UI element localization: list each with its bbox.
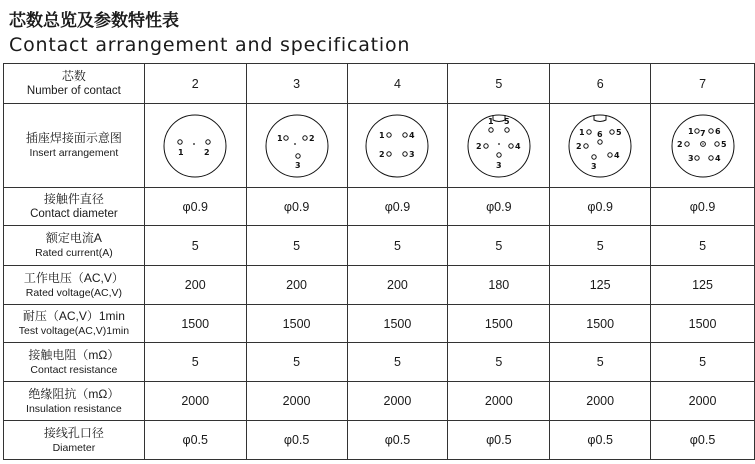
table-row-test-voltage xyxy=(4,305,755,343)
table-cell: φ0.5 xyxy=(246,421,347,460)
table-cell: 7 xyxy=(651,64,755,104)
table-cell: 4 xyxy=(347,64,448,104)
table-cell: 5 xyxy=(448,343,550,382)
specification-table xyxy=(3,63,755,460)
row-label xyxy=(4,382,145,421)
pin-label: 2 xyxy=(576,141,582,151)
insert-diagram-6 xyxy=(567,113,633,179)
insert-diagram-3 xyxy=(264,113,330,179)
table-cell: 2000 xyxy=(651,382,755,421)
row-label-cn: 耐压（AC,V）1min xyxy=(22,309,125,323)
insert-cell xyxy=(550,104,651,188)
row-label-en: Contact resistance xyxy=(30,363,118,376)
table-cell: 5 xyxy=(448,64,550,104)
table-cell: φ0.5 xyxy=(144,421,246,460)
table-cell: 5 xyxy=(550,343,651,382)
insert-cell xyxy=(347,104,448,188)
row-label-en: Contact diameter xyxy=(30,208,118,220)
pin-label: 6 xyxy=(597,129,603,139)
pin-label: 6 xyxy=(714,126,721,136)
pin-label: 3 xyxy=(294,160,301,170)
pin-label: 5 xyxy=(503,116,510,126)
table-cell: φ0.5 xyxy=(651,421,755,460)
table-cell: 125 xyxy=(550,266,651,305)
pin-label: 2 xyxy=(308,133,315,143)
table-cell: 2000 xyxy=(144,382,246,421)
insert-cell xyxy=(651,104,755,188)
table-cell: φ0.5 xyxy=(347,421,448,460)
row-label xyxy=(4,305,145,343)
pin-label: 1 xyxy=(379,130,386,140)
table-cell: 200 xyxy=(246,266,347,305)
row-label-cn: 工作电压（AC,V） xyxy=(23,270,124,285)
pin-label: 1 xyxy=(178,147,184,157)
insert-cell xyxy=(246,104,347,188)
pin-label: 1 xyxy=(487,116,494,126)
table-cell: 1500 xyxy=(347,305,448,343)
pin-label: 3 xyxy=(687,153,694,163)
row-label-en: Insert arrangement xyxy=(29,147,119,159)
table-cell: 2 xyxy=(144,64,246,104)
table-row-insulation-resistance xyxy=(4,382,755,421)
table-cell: 1500 xyxy=(448,305,550,343)
row-label-en: Rated current(A) xyxy=(35,247,113,259)
table-cell: 5 xyxy=(651,343,755,382)
table-cell: 180 xyxy=(448,266,550,305)
table-cell: 125 xyxy=(651,266,755,305)
table-cell: 5 xyxy=(550,226,651,266)
insert-diagram-2 xyxy=(162,113,228,179)
table-cell: 2000 xyxy=(550,382,651,421)
row-label-cn: 接线孔口径 xyxy=(43,425,104,440)
table-cell: 1500 xyxy=(246,305,347,343)
table-cell: 200 xyxy=(347,266,448,305)
row-label-en: Test voltage(AC,V)1min xyxy=(18,325,130,337)
table-cell: φ0.9 xyxy=(347,188,448,226)
table-cell: φ0.5 xyxy=(550,421,651,460)
row-label-cn: 绝缘阻抗（mΩ） xyxy=(28,386,120,401)
row-label-en: Number of contact xyxy=(26,85,121,97)
table-cell: 5 xyxy=(144,226,246,266)
table-row-contact-diameter xyxy=(4,188,755,226)
pin-label: 3 xyxy=(591,161,597,171)
table-cell: 5 xyxy=(246,343,347,382)
table-cell: 5 xyxy=(651,226,755,266)
row-label xyxy=(4,64,145,104)
pin-label: 4 xyxy=(409,130,416,140)
insert-cell xyxy=(144,104,246,188)
pin-label: 1 xyxy=(687,126,694,136)
pin-label: 5 xyxy=(616,127,622,137)
insert-diagram-4 xyxy=(364,113,430,179)
pin-label: 2 xyxy=(379,149,386,159)
row-label-cn: 芯数 xyxy=(61,69,86,83)
table-cell: 5 xyxy=(448,226,550,266)
row-label-cn: 接触件直径 xyxy=(43,192,104,206)
row-label-cn: 插座焊接面示意图 xyxy=(25,131,122,145)
insert-diagram-5 xyxy=(466,113,532,179)
table-row-hole-diameter xyxy=(4,421,755,460)
table-cell: 3 xyxy=(246,64,347,104)
row-label-en: Rated voltage(AC,V) xyxy=(25,286,123,299)
table-cell: 5 xyxy=(144,343,246,382)
row-label xyxy=(4,421,145,460)
table-cell: φ0.9 xyxy=(144,188,246,226)
row-label xyxy=(4,226,145,266)
row-label xyxy=(4,188,145,226)
table-cell: 2000 xyxy=(246,382,347,421)
insert-diagram-7 xyxy=(670,113,736,179)
table-cell: 5 xyxy=(347,343,448,382)
table-row-contact-resistance xyxy=(4,343,755,382)
row-label xyxy=(4,266,145,305)
pin-label: 2 xyxy=(475,141,482,151)
pin-label: 7 xyxy=(699,128,706,138)
row-label-cn: 额定电流A xyxy=(45,231,102,245)
pin-label: 5 xyxy=(720,139,727,149)
page-title-english: Contact arrangement and specification xyxy=(9,34,411,56)
table-cell: 1500 xyxy=(550,305,651,343)
insert-cell xyxy=(448,104,550,188)
table-cell: 2000 xyxy=(448,382,550,421)
table-cell: φ0.5 xyxy=(448,421,550,460)
pin-label: 1 xyxy=(579,127,585,137)
pin-label: 1 xyxy=(276,133,283,143)
table-cell: 6 xyxy=(550,64,651,104)
pin-label: 4 xyxy=(714,153,721,163)
table-cell: 2000 xyxy=(347,382,448,421)
pin-label: 4 xyxy=(514,141,521,151)
table-cell: φ0.9 xyxy=(550,188,651,226)
pin-label: 3 xyxy=(495,160,502,170)
table-cell: 5 xyxy=(347,226,448,266)
row-label-en: Insulation resistance xyxy=(26,402,122,415)
table-cell: φ0.9 xyxy=(448,188,550,226)
table-cell: 5 xyxy=(246,226,347,266)
table-cell: 1500 xyxy=(144,305,246,343)
table-cell: 200 xyxy=(144,266,246,305)
page-title-chinese: 芯数总览及参数特性表 xyxy=(9,11,179,31)
table-row-number-of-contact xyxy=(4,64,755,104)
pin-label: 3 xyxy=(409,149,416,159)
pin-label: 2 xyxy=(676,139,683,149)
table-cell: 1500 xyxy=(651,305,755,343)
table-row-rated-current xyxy=(4,226,755,266)
table-row-rated-voltage xyxy=(4,266,755,305)
table-cell: φ0.9 xyxy=(651,188,755,226)
row-label-cn: 接触电阻（mΩ） xyxy=(28,347,120,362)
row-label xyxy=(4,104,145,188)
table-cell: φ0.9 xyxy=(246,188,347,226)
table-row-insert-arrangement xyxy=(4,104,755,188)
row-label-en: Diameter xyxy=(52,441,96,454)
pin-label: 4 xyxy=(614,150,620,160)
pin-label: 2 xyxy=(204,147,210,157)
row-label xyxy=(4,343,145,382)
